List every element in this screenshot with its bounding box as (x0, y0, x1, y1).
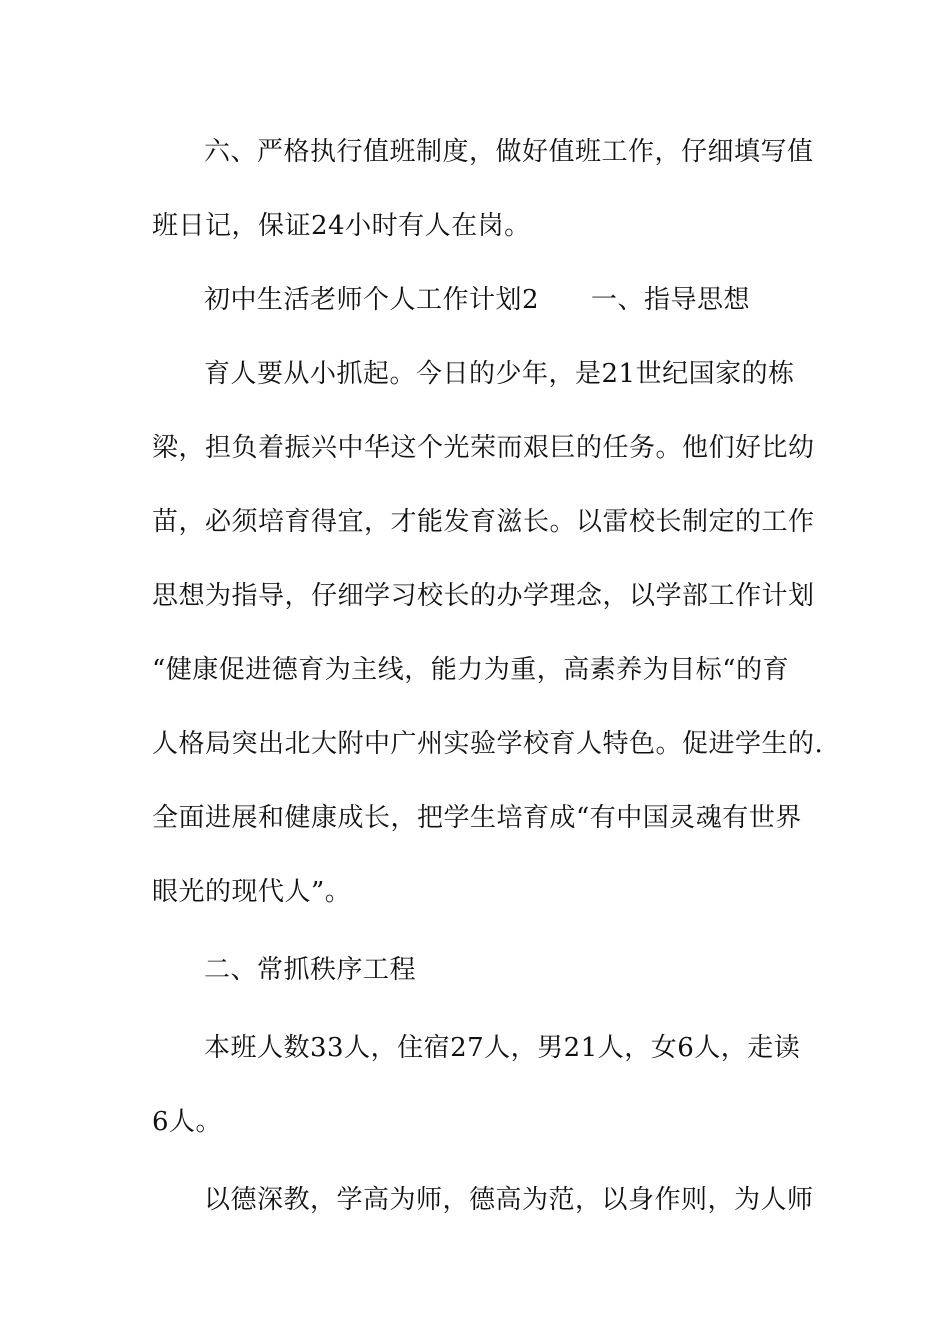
paragraph-line: 梁，担负着振兴中华这个光荣而艰巨的任务。他们好比幼 (152, 433, 815, 463)
paragraph-line: 六、严格执行值班制度，做好值班工作，仔细填写值 (204, 137, 814, 167)
paragraph-line: 以德深教，学高为师，德高为范，以身作则，为人师 (204, 1185, 814, 1215)
paragraph-line: 6人。 (152, 1107, 223, 1137)
plan-title: 初中生活老师个人工作计划2 (204, 285, 540, 315)
paragraph-line: 育人要从小抓起。今日的少年，是21世纪国家的栋 (204, 359, 795, 389)
paragraph-line: 眼光的现代人”。 (152, 877, 352, 907)
section-one-heading: 一、指导思想 (591, 285, 751, 315)
paragraph-line: 本班人数33人，住宿27人，男21人，女6人，走读 (204, 1033, 801, 1063)
section-heading-line (204, 284, 750, 316)
section-two-heading: 二、常抓秩序工程 (204, 955, 417, 985)
paragraph-line: “健康促进德育为主线，能力为重，高素养为目标“的育 (152, 655, 790, 685)
paragraph-line: 全面进展和健康成长，把学生培育成“有中国灵魂有世界 (152, 803, 802, 833)
paragraph-line: 班日记，保证24小时有人在岗。 (152, 211, 531, 241)
paragraph-line: 人格局突出北大附中广州实验学校育人特色。促进学生的. (152, 729, 824, 759)
paragraph-line: 苗，必须培育得宜，才能发育滋长。以雷校长制定的工作 (152, 507, 815, 537)
paragraph-line: 思想为指导，仔细学习校长的办学理念，以学部工作计划 (152, 581, 815, 611)
